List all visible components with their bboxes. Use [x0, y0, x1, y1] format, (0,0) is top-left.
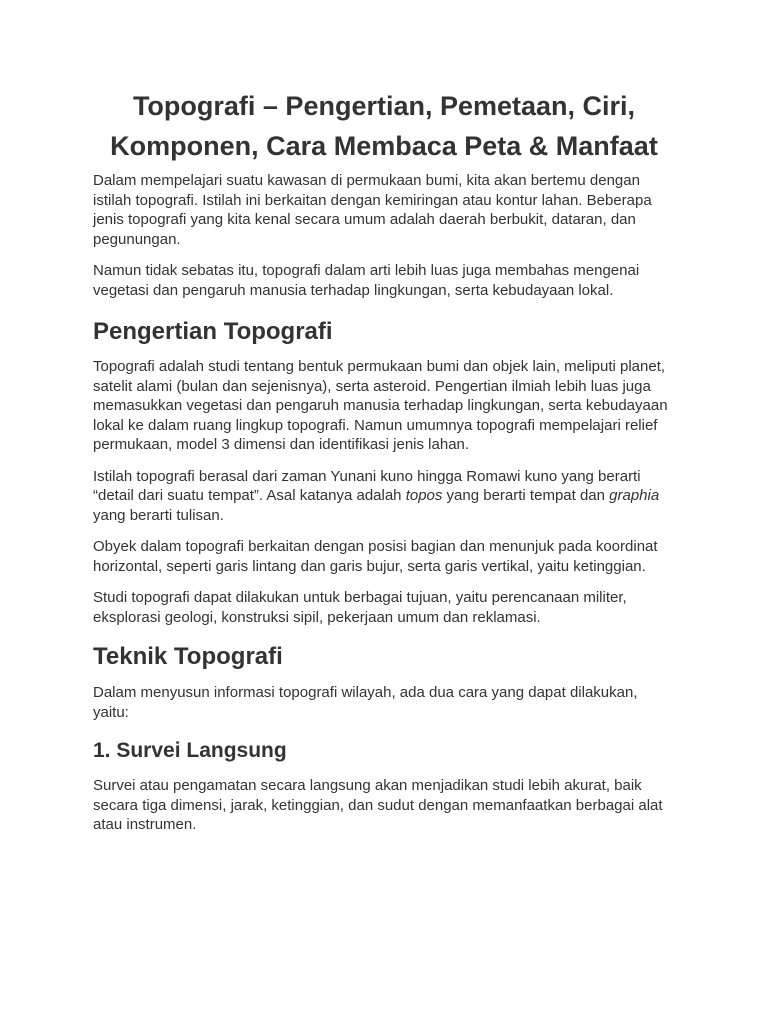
term-graphia: graphia — [609, 487, 660, 504]
pengertian-paragraph-3: Obyek dalam topografi berkaitan dengan posisi bagian dan menunjuk pada koordinat horizontal, seperti garis lintang dan garis bujur, serta garis vertikal, yaitu ketinggian. — [93, 538, 658, 575]
document-page — [93, 86, 675, 835]
intro-paragraph-1: Dalam mempelajari suatu kawasan di permukaan bumi, kita akan bertemu dengan istilah topografi. Istilah ini berkaitan dengan kemiringan atau kontur lahan. Beberapa jenis topografi yang kita kenal secara umum adalah daerah berbukit, dataran, dan pegunungan. — [93, 172, 652, 248]
pengertian-paragraph-1: Topografi adalah studi tentang bentuk permukaan bumi dan objek lain, meliputi planet, satelit alami (bulan dan sejenisnya), serta asteroid. Pengertian ilmiah lebih luas juga memasukkan vegetasi dan pengaruh manusia terhadap lingkungan, serta kebudayaan lokal ke dalam ruang lingkup topografi. Namun umumnya topografi mempelajari relief permukaan, model 3 dimensi dan identifikasi jenis lahan. — [93, 358, 668, 453]
subsection-heading-survei-langsung: 1. Survei Langsung — [93, 739, 287, 762]
teknik-paragraph-1: Dalam menyusun informasi topografi wilayah, ada dua cara yang dapat dilakukan, yaitu: — [93, 684, 638, 721]
survei-paragraph-1: Survei atau pengamatan secara langsung akan menjadikan studi lebih akurat, baik secara tiga dimensi, jarak, ketinggian, dan sudut dengan memanfaatkan berbagai alat atau instrumen. — [93, 777, 663, 833]
pengertian-p2-text-b: yang berarti tempat dan — [442, 487, 610, 504]
pengertian-paragraph-2 — [93, 467, 675, 526]
intro-paragraph-2: Namun tidak sebatas itu, topografi dalam arti lebih luas juga membahas mengenai vegetasi dan pengaruh manusia terhadap lingkungan, serta kebudayaan lokal. — [93, 262, 640, 299]
pengertian-p2-text-c: yang berarti tulisan. — [93, 506, 224, 524]
article-title: Topografi – Pengertian, Pemetaan, Ciri, Komponen, Cara Membaca Peta & Manfaat — [110, 91, 658, 161]
pengertian-paragraph-4: Studi topografi dapat dilakukan untuk berbagai tujuan, yaitu perencanaan militer, eksplorasi geologi, konstruksi sipil, pekerjaan umum dan reklamasi. — [93, 589, 627, 626]
term-topos: topos — [405, 487, 443, 504]
section-heading-pengertian: Pengertian Topografi — [93, 318, 333, 345]
section-heading-teknik: Teknik Topografi — [93, 643, 283, 670]
pengertian-p2-text-a: Istilah topografi berasal dari zaman Yunani kuno hingga Romawi kuno yang berarti “detail dari suatu tempat”. Asal katanya adalah — [93, 467, 641, 504]
